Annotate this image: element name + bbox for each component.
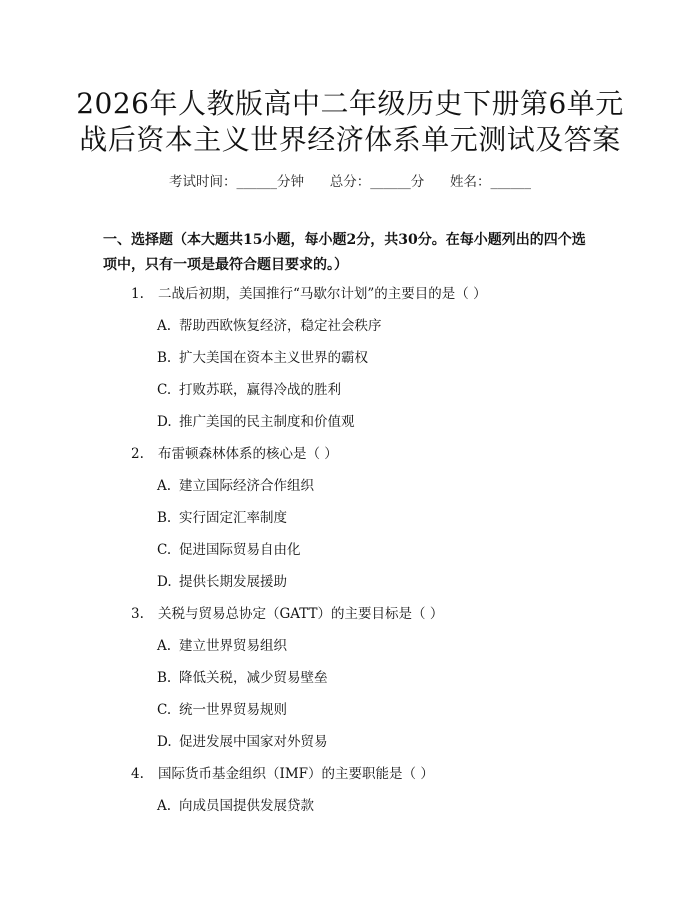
option-text: 向成员国提供发展贷款 [179,798,314,814]
option-label: A. [157,478,172,494]
option-text: 帮助西欧恢复经济，稳定社会秩序 [179,318,382,334]
question-2-option-b [157,506,287,526]
option-label: A. [157,318,172,334]
option-text: 促进发展中国家对外贸易 [179,734,328,750]
question-3 [131,602,443,622]
question-text: 关税与贸易总协定（GATT）的主要目标是（ ） [158,606,444,622]
question-1 [131,282,487,302]
option-label: C. [157,542,172,558]
section-heading: 一、选择题（本大题共15小题，每小题2分，共30分。在每小题列出的四个选项中，只有一项是最符合题目要求的。） [103,232,586,273]
question-3-option-a [157,634,287,654]
question-2 [131,442,338,462]
question-3-option-c [157,698,287,718]
option-text: 打败苏联，赢得冷战的胜利 [179,382,341,398]
option-label: B. [157,350,172,366]
option-text: 实行固定汇率制度 [179,510,287,526]
option-label: B. [157,670,172,686]
title-line-2: 战后资本主义世界经济体系单元测试及答案 [79,123,621,156]
option-label: D. [157,414,172,430]
question-3-option-d [157,730,328,750]
question-4 [131,762,434,782]
question-2-option-a [157,474,314,494]
option-text: 降低关税，减少贸易壁垒 [179,670,328,686]
option-text: 促进国际贸易自由化 [179,542,301,558]
question-1-option-a [157,314,382,334]
question-4-option-a [157,794,314,814]
option-label: D. [157,734,172,750]
option-label: A. [157,798,172,814]
question-text: 二战后初期，美国推行“马歇尔计划”的主要目的是（ ） [158,286,487,302]
option-label: D. [157,574,172,590]
option-label: C. [157,382,172,398]
question-number: 3. [131,606,144,622]
title-line-1: 2026年人教版高中二年级历史下册第6单元 [76,87,624,120]
question-1-option-c [157,378,341,398]
question-2-option-c [157,538,301,558]
option-text: 建立国际经济合作组织 [179,478,314,494]
question-1-option-b [157,346,368,366]
option-label: C. [157,702,172,718]
question-number: 4. [131,766,144,782]
option-label: B. [157,510,172,526]
question-2-option-d [157,570,287,590]
question-number: 1. [131,286,144,302]
option-text: 提供长期发展援助 [179,574,287,590]
option-label: A. [157,638,172,654]
option-text: 推广美国的民主制度和价值观 [179,414,355,430]
question-number: 2. [131,446,144,462]
option-text: 扩大美国在资本主义世界的霸权 [179,350,368,366]
question-text: 布雷顿森林体系的核心是（ ） [158,446,338,462]
question-1-option-d [157,410,355,430]
question-text: 国际货币基金组织（IMF）的主要职能是（ ） [158,766,434,782]
question-3-option-b [157,666,328,686]
option-text: 统一世界贸易规则 [179,702,287,718]
option-text: 建立世界贸易组织 [179,638,287,654]
exam-meta-line: 考试时间：______分钟 总分：______分 姓名：______ [169,174,531,190]
